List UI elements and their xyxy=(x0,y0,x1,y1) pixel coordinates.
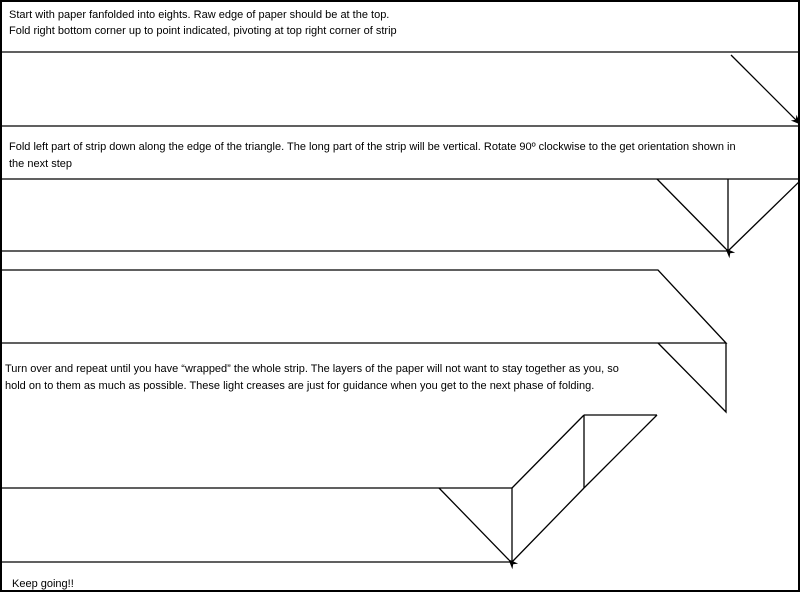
step1-strip-diagram xyxy=(2,52,800,126)
step2-fold-line xyxy=(657,179,726,249)
step1-instruction-line-1: Start with paper fanfolded into eights. Raw edge of paper should be at the top. xyxy=(9,9,390,21)
step4-diagonal-upper xyxy=(512,415,584,488)
step2-strip-diagram xyxy=(2,179,800,251)
step1-fold-arrow xyxy=(731,55,800,124)
step4-diagonal-lower xyxy=(512,488,584,562)
step3-strip-outline xyxy=(2,270,726,343)
step2-triangle-edge xyxy=(728,179,800,251)
folding-diagram xyxy=(2,2,800,592)
step1-instruction-line-2: Fold right bottom corner up to point indicated, pivoting at top right corner of strip xyxy=(9,25,397,37)
step4-fold-line xyxy=(439,488,509,560)
step3-instruction-line-2: hold on to them as much as possible. These light creases are just for guidance when you get to the next phase of folding. xyxy=(5,380,595,392)
step3-instruction-line-1: Turn over and repeat until you have “wrapped” the whole strip. The layers of the paper will not want to stay together as you, so xyxy=(5,363,619,375)
closing-note: Keep going!! xyxy=(12,578,74,590)
step2-instruction-line-2: the next step xyxy=(9,158,72,170)
step3-turned-edge xyxy=(658,343,726,412)
step4-strip-diagram xyxy=(2,415,657,562)
step2-instruction-line-1: Fold left part of strip down along the edge of the triangle. The long part of the strip will be vertical. Rotate 90º clockwise to the get orientation shown in xyxy=(9,141,736,153)
step4-wrap-diagonal xyxy=(584,415,657,488)
